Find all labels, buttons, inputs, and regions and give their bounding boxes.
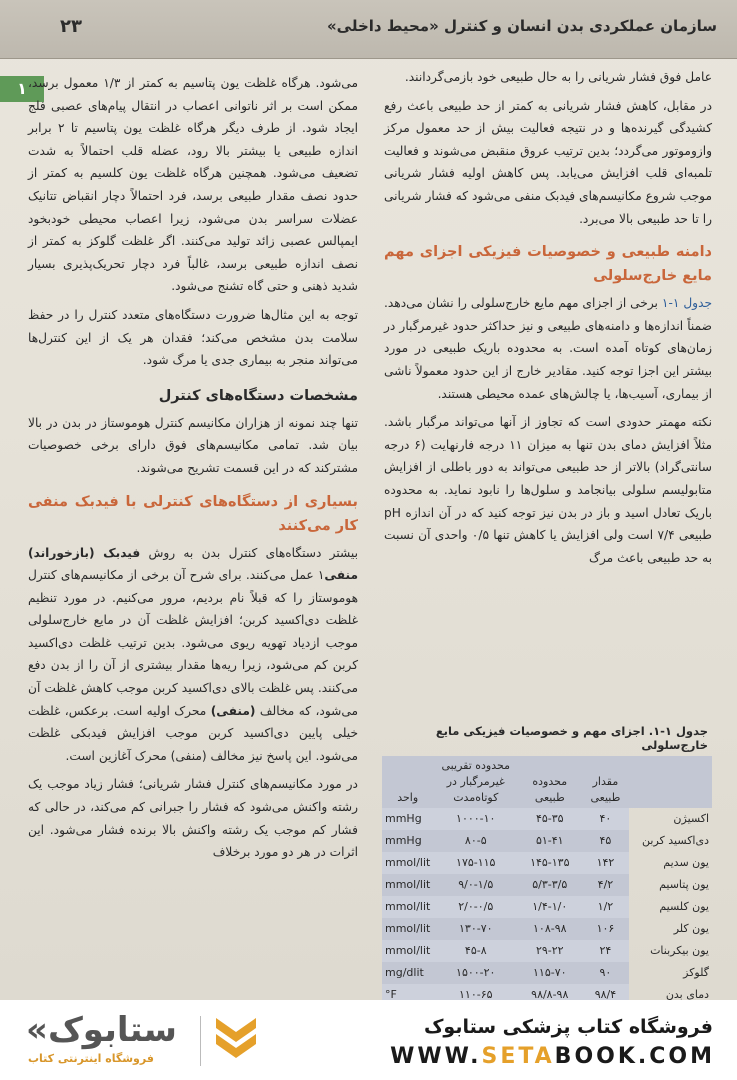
paragraph xyxy=(28,542,358,768)
table-row xyxy=(382,918,712,940)
cell-unit: °F xyxy=(382,984,433,1000)
url-prefix: WWW. xyxy=(390,1044,482,1069)
table-reference: جدول ۱-۱ xyxy=(661,296,712,311)
chapter-title: سازمان عملکردی بدن انسان و کنترل «محیط داخلی» xyxy=(326,17,717,35)
cell-normal-range: ۹۸/۸-۹۸ xyxy=(518,984,581,1000)
logo-divider xyxy=(200,1016,201,1066)
left-column xyxy=(28,72,358,864)
paragraph: در مورد مکانیسم‌های کنترل فشار شریانی؛ فشار زیاد موجب یک رشته واکنش می‌شود که فشار را جبرانی کم می‌کند، در حالی که فشار کم موجب یک رشته واکنش بالا برنده فشار می‌شود. این اثرات در هر دو مورد برخلاف xyxy=(28,777,358,860)
cell-component: دی‌اکسید کربن xyxy=(642,834,709,847)
header-unit: واحد xyxy=(382,756,433,808)
cell-component: دمای بدن xyxy=(665,988,709,1000)
header-normal-value: مقدار طبیعی xyxy=(581,756,629,808)
store-name: فروشگاه کتاب پزشکی ستابوک xyxy=(423,1016,713,1038)
footer-banner xyxy=(0,1000,737,1080)
cell-unit: mmol/lit xyxy=(382,874,433,896)
ecf-components-table xyxy=(382,756,712,1000)
cell-normal-value: ۱۴۲ xyxy=(581,852,629,874)
paragraph: نکته مهمتر حدودی است که تجاوز از آنها می‌تواند مرگبار باشد. مثلاً افزایش دمای بدن تنها به میزان ۱۱ درجه فارنهایت (۶ درجه سانتی‌گراد) بالاتر از حد طبیعی می‌تواند به دور باطلی از افزایش متابولیسم سلولی بیانجامد و سلول‌ها را نابود نماید. به محدوده باریک تعادل اسید و باز در بدن نیز توجه کنید که در آن اندازه pH طبیعی ۷/۴ است ولی افزایش یا کاهش تنها ۰/۵ واحدی آن نسبت به حد طبیعی باعث مرگ xyxy=(384,415,712,565)
page-header xyxy=(0,0,737,59)
cell-normal-range: ۱۰۸-۹۸ xyxy=(518,918,581,940)
paragraph: عامل فوق فشار شریانی را به حال طبیعی خود بازمی‌گردانند. xyxy=(404,70,712,84)
paragraph: توجه به این مثال‌ها ضرورت دستگاه‌های متعدد کنترل را در حفظ سلامت بدن مشخص می‌کند؛ فقدان هر یک از این کنترل‌ها می‌تواند منجر به بیماری جدی یا مرگ شود. xyxy=(28,307,358,368)
cell-unit: mmol/lit xyxy=(382,896,433,918)
paragraph-text: محرک اولیه است. برعکس، غلظت خیلی پایین دی‌اکسید کربن موجب افزایش فیدبکی غلظت می‌شود. این پاسخ نیز مخالف (منفی) محرک آغازین است. xyxy=(28,703,358,763)
page-number: ۲۳ xyxy=(60,16,82,37)
cell-component: یون کلر xyxy=(673,922,709,935)
cell-unit: mg/dlit xyxy=(382,962,433,984)
table-row xyxy=(382,852,712,874)
cell-unit: mmol/lit xyxy=(382,852,433,874)
cell-nonlethal-limit: ۸۰-۵ xyxy=(433,830,518,852)
chevron-logo-icon xyxy=(212,1014,260,1066)
header-component xyxy=(629,756,712,808)
cell-nonlethal-limit: ۱۳۰-۷۰ xyxy=(433,918,518,940)
store-logo-subtitle: فروشگاه اینترنتی کتاب xyxy=(28,1052,154,1065)
paragraph-text: برخی از اجزای مهم مایع خارج‌سلولی را نشان می‌دهد. ضمناً اندازه‌ها و دامنه‌های طبیعی و نیز حداکثر حدود غیرمرگبار در زمان‌های کوتاه آمده است. به محدوده باریک طبیعی در مورد بیشتر این اجزا توجه کنید. مقادیر خارج از این حدود معمولاً ناشی از بیماری، آسیب‌ها، یا چالش‌های عمده محیطی هستند. xyxy=(384,296,712,401)
paragraph-text: ۱ عمل می‌کنند. برای شرح آن برخی از مکانیسم‌های کنترل هوموستاز را که قبلاً نام بردیم، مرور می‌کنیم. در مورد تنظیم غلظت دی‌اکسید کربن؛ افزایش غلظت آن در مایع خارج‌سلولی موجب ازدیاد تهویه ریوی می‌شود. بدین ترتیب غلظت دی‌اکسید کربن کم می‌شود، زیرا ریه‌ها مقدار بیشتری از آن را از بدن دفع می‌کنند. پس غلظت بالای دی‌اکسید کربن موجب کاهش غلظت آن می‌شود، که مخالف xyxy=(28,568,359,718)
store-logo-wordmark: «ستابوک xyxy=(26,1010,177,1050)
paragraph: می‌شود. هرگاه غلظت یون پتاسیم به کمتر از ۱/۳ معمول برسد، ممکن است بر اثر ناتوانی اعصاب در انتقال پیام‌های عصبی فلج ایجاد شود. از طرف دیگر هرگاه غلظت یون پتاسیم تا ۲ برابر اندازه طبیعی یا بیشتر بالا رود، عضله قلب احتمالاً به شدت تضعیف می‌شود. همچنین هرگاه غلظت یون کلسیم به کمتر از حدود نصف مقدار طبیعی برسد، فرد احتمالاً دچار انقباض تتانیک عضلات سراسر بدن می‌شود، زیرا اعصاب محیطی خودبخود ایمپالس عصبی زائد تولید می‌کنند. اگر غلظت گلوکز به کمتر از نصف اندازه طبیعی برسد، غالباً فرد دچار تحریک‌پذیری بسیار شدید ذهنی و حتی گاه تشنج می‌شود. xyxy=(28,76,358,294)
cell-normal-value: ۹۰ xyxy=(581,962,629,984)
table-row xyxy=(382,940,712,962)
cell-nonlethal-limit: ۹/۰-۱/۵ xyxy=(433,874,518,896)
paragraph xyxy=(384,292,712,405)
cell-unit: mmol/lit xyxy=(382,918,433,940)
cell-normal-value: ۴۵ xyxy=(581,830,629,852)
cell-normal-value: ۱۰۶ xyxy=(581,918,629,940)
cell-normal-range: ۱۴۵-۱۳۵ xyxy=(518,852,581,874)
cell-normal-range: ۴۵-۳۵ xyxy=(518,808,581,830)
cell-nonlethal-limit: ۱۷۵-۱۱۵ xyxy=(433,852,518,874)
table-row xyxy=(382,962,712,984)
header-normal-range: محدوده طبیعی xyxy=(518,756,581,808)
cell-normal-value: ۹۸/۴ xyxy=(581,984,629,1000)
cell-nonlethal-limit: ۱۵۰۰-۲۰ xyxy=(433,962,518,984)
header-nonlethal-limit: محدوده تقریبی غیرمرگبار در کوتاه‌مدت xyxy=(433,756,518,808)
cell-component: گلوکز xyxy=(683,966,709,979)
paragraph: در مقابل، کاهش فشار شریانی به کمتر از حد طبیعی باعث رفع کشیدگی گیرنده‌ها و در نتیجه فعالیت بیش از حد معمول مرکز وازوموتور می‌گردد؛ بدین ترتیب عروق منقبض می‌شوند و فعالیت تلمبه‌ای قلب افزایش می‌یابد. پس کاهش اولیه فشار شریانی موجب شروع مکانیسم‌های فیدبک منفی می‌شود که فشار شریانی را تا حد طبیعی بالا می‌برد. xyxy=(384,98,712,226)
term-bold: فیدبک (بازخوراند) منفی xyxy=(28,545,358,583)
cell-normal-range: ۵/۳-۳/۵ xyxy=(518,874,581,896)
cell-normal-value: ۱/۲ xyxy=(581,896,629,918)
cell-component: اکسیژن xyxy=(673,812,709,825)
cell-normal-range: ۱۱۵-۷۰ xyxy=(518,962,581,984)
table-row xyxy=(382,874,712,896)
cell-component: یون بیکربنات xyxy=(650,944,709,957)
table-body xyxy=(382,808,712,1000)
cell-normal-range: ۵۱-۴۱ xyxy=(518,830,581,852)
cell-normal-range: ۲۹-۲۲ xyxy=(518,940,581,962)
section-heading: مشخصات دستگاه‌های کنترل xyxy=(158,387,358,404)
ecf-table xyxy=(382,724,712,1000)
cell-unit: mmol/lit xyxy=(382,940,433,962)
term-bold: (منفی) xyxy=(210,703,256,718)
cell-nonlethal-limit: ۴۵-۸ xyxy=(433,940,518,962)
table-row xyxy=(382,808,712,830)
cell-unit: mmHg xyxy=(382,808,433,830)
cell-unit: mmHg xyxy=(382,830,433,852)
paragraph-text: بیشتر دستگاه‌های کنترل بدن به روش xyxy=(140,545,359,560)
cell-nonlethal-limit: ۲/۰-۰/۵ xyxy=(433,896,518,918)
cell-nonlethal-limit: ۱۱۰-۶۵ xyxy=(433,984,518,1000)
cell-normal-value: ۴۰ xyxy=(581,808,629,830)
cell-component: یون کلسیم xyxy=(659,900,709,913)
table-row xyxy=(382,984,712,1000)
url-suffix: BOOK.COM xyxy=(554,1044,715,1069)
cell-normal-range: ۱/۴-۱/۰ xyxy=(518,896,581,918)
table-row xyxy=(382,896,712,918)
cell-nonlethal-limit: ۱۰۰۰-۱۰ xyxy=(433,808,518,830)
cell-component: یون سدیم xyxy=(663,856,709,869)
section-heading: بسیاری از دستگاه‌های کنترلی با فیدبک منفی کار می‌کنند xyxy=(28,493,358,534)
table-header-row xyxy=(382,756,712,808)
right-column xyxy=(384,66,712,569)
cell-normal-value: ۴/۲ xyxy=(581,874,629,896)
table-caption: جدول ۱-۱. اجزای مهم و خصوصیات فیزیکی مایع خارج‌سلولی xyxy=(435,724,708,752)
chapter-tab: ۱ xyxy=(0,76,44,102)
section-heading: دامنه طبیعی و خصوصیات فیزیکی اجزای مهم مایع خارج‌سلولی xyxy=(384,244,712,285)
paragraph: تنها چند نمونه از هزاران مکانیسم کنترل هوموستاز در بدن در بالا بیان شد. تمامی مکانیسم‌های فوق دارای برخی خصوصیات مشترکند که در این قسمت تشریح می‌شوند. xyxy=(28,415,358,475)
url-highlight: SETA xyxy=(481,1044,555,1069)
cell-normal-value: ۲۴ xyxy=(581,940,629,962)
store-url[interactable] xyxy=(390,1044,715,1069)
table-row xyxy=(382,830,712,852)
cell-component: یون پتاسیم xyxy=(659,878,709,891)
